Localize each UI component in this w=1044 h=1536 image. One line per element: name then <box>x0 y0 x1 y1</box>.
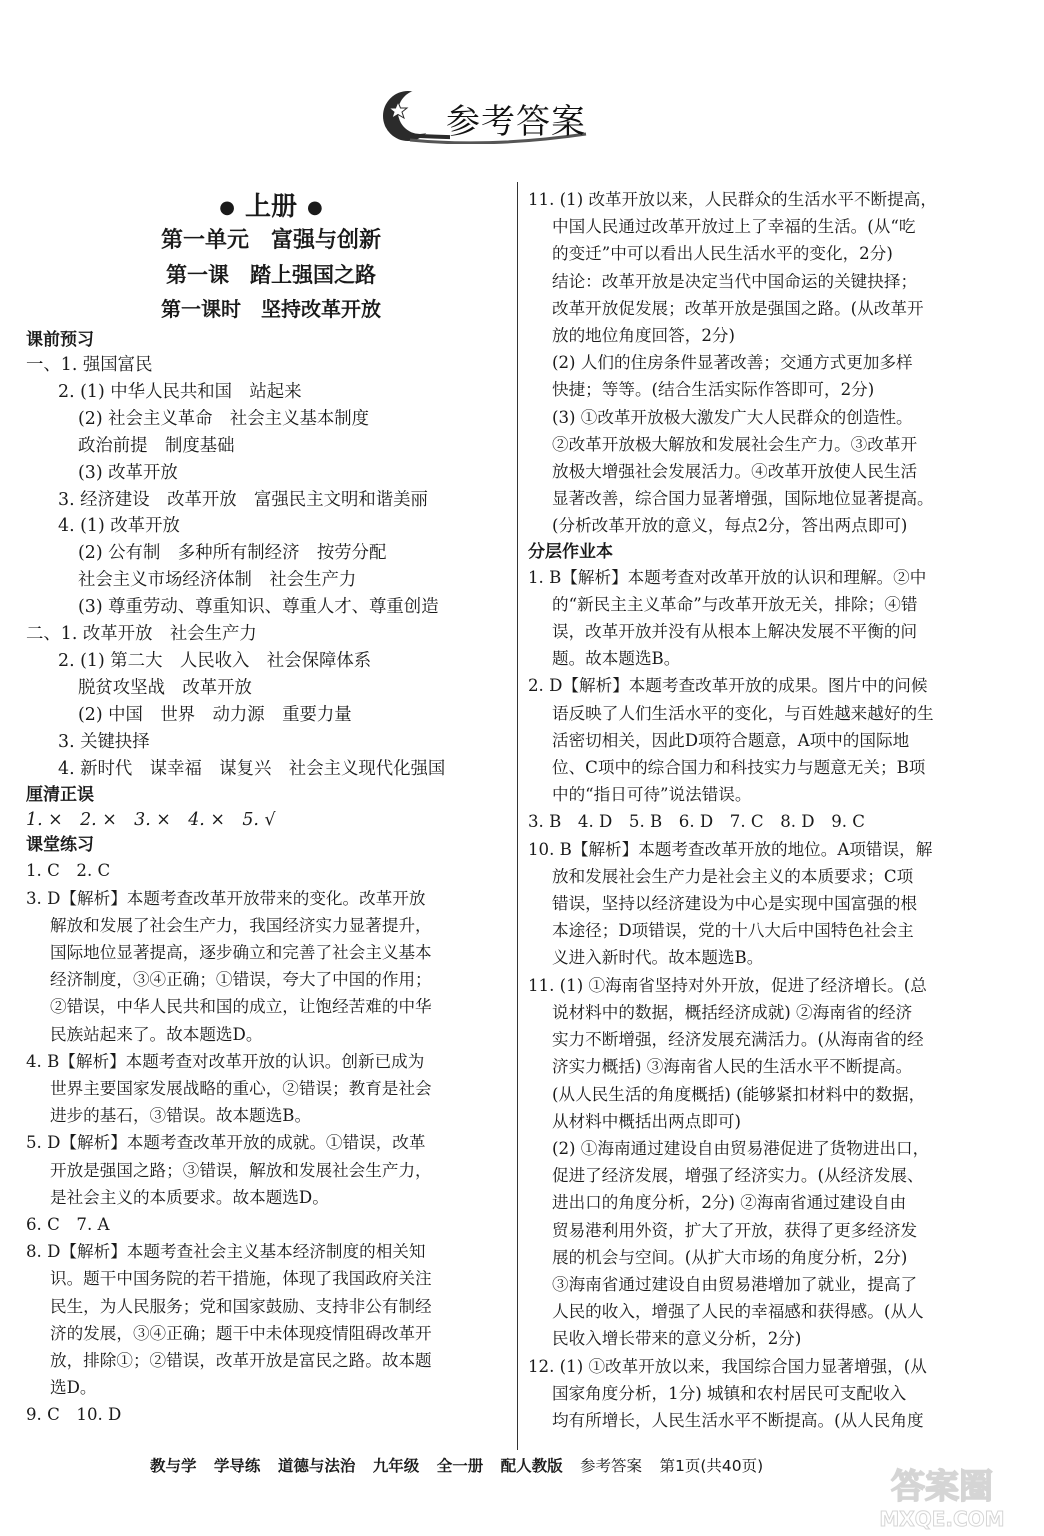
answer-line: 国家角度分析，1分) 城镇和农村居民可支配收入 <box>552 1383 907 1403</box>
answer-line: 均有所增长，人民生活水平不断提高。(从人民角度 <box>552 1410 924 1430</box>
watermark-logo <box>862 1462 1022 1532</box>
answer-line: 语反映了人们生活水平的变化，与百姓越来越好的生 <box>552 703 934 723</box>
section-heading-preview: 课前预习 <box>26 330 94 350</box>
answer-line: 题。故本题选B。 <box>552 649 681 669</box>
left-column <box>26 190 516 1429</box>
section-heading-clarify: 厘清正误 <box>26 784 94 805</box>
preview-line: 二、1. 改革开放 社会生产力 <box>26 624 257 645</box>
answer-line: 中国人民通过改革开放过上了幸福的生活。(从“吃 <box>552 217 916 237</box>
practice-line: 识。题干中国务院的若干措施，体现了我国政府关注 <box>50 1269 432 1289</box>
clarify-line: 1. × 2. × 3. × 4. × 5. √ <box>26 809 276 830</box>
answer-line: 中的“指日可待”说法错误。 <box>552 785 752 805</box>
practice-line: 解放和发展了社会生产力，我国经济实力显著提升， <box>50 915 432 935</box>
lesson-heading: 第一课 踏上强国之路 <box>166 263 376 287</box>
answer-line: 快捷；等等。(结合生活实际作答即可，2分) <box>552 380 875 400</box>
column-divider <box>517 182 518 1450</box>
footer-item: 全一册 <box>436 1457 484 1475</box>
practice-line: 经济制度，③④正确；①错误，夸大了中国的作用； <box>50 970 432 990</box>
answer-line: 结论：改革开放是决定当代中国命运的关键抉择； <box>552 271 918 291</box>
practice-line: 5. D【解析】本题考查改革开放的成就。①错误，改革 <box>26 1133 426 1153</box>
practice-line: 9. C 10. D <box>26 1405 122 1425</box>
answer-line: 实力不断增强，经济发展充满活力。(从海南省的经 <box>552 1030 924 1050</box>
footer-item: 学导练 <box>213 1457 261 1475</box>
preview-line: 政治前提 制度基础 <box>78 435 235 456</box>
page-title: 参考答案 <box>446 102 586 142</box>
volume-label: 上册 <box>244 192 297 222</box>
answer-line: ②改革开放极大解放和发展社会生产力。③改革开 <box>552 434 918 454</box>
preview-line: (3) 改革开放 <box>78 462 178 483</box>
answer-line: 促进了经济发展，增强了经济实力。(从经济发展、 <box>552 1166 924 1186</box>
practice-line: 民生，为人民服务；党和国家鼓励、支持非公有制经 <box>50 1296 432 1316</box>
footer-item: 九年级 <box>372 1457 420 1475</box>
practice-line: 6. C 7. A <box>26 1215 110 1235</box>
footer-item: 教与学 <box>150 1457 197 1475</box>
preview-line: 社会主义市场经济体制 社会生产力 <box>78 570 357 591</box>
answer-line: 12. (1) ①改革开放以来，我国综合国力显著增强，(从 <box>528 1356 927 1376</box>
preview-line: (2) 公有制 多种所有制经济 按劳分配 <box>78 543 387 564</box>
footer-answer-label: 参考答案 <box>580 1457 643 1475</box>
preview-line: 4. (1) 改革开放 <box>58 516 180 537</box>
practice-line: 国际地位显著提高，逐步确立和完善了社会主义基本 <box>50 943 432 963</box>
practice-line: 民族站起来了。故本题选D。 <box>50 1024 263 1044</box>
practice-line: 1. C 2. C <box>26 861 111 881</box>
answer-line: 位、C项中的综合国力和科技实力与题意无关；B项 <box>552 758 926 778</box>
period-heading: 第一课时 坚持改革开放 <box>161 297 381 321</box>
answer-line: 民收入增长带来的意义分析，2分) <box>552 1329 802 1349</box>
section-heading-practice: 课堂练习 <box>26 835 94 856</box>
preview-line: 4. 新时代 谋幸福 谋复兴 社会主义现代化强国 <box>58 758 446 779</box>
answer-line: 人民的收入，增强了人民的幸福感和获得感。(从人 <box>552 1302 924 1322</box>
answer-line: 改革开放促发展；改革开放是强国之路。(从改革开 <box>552 298 924 318</box>
answer-line: 义进入新时代。故本题选B。 <box>552 948 764 968</box>
answer-line: 1. B【解析】本题考查对改革开放的认识和理解。②中 <box>528 567 927 587</box>
section-heading-layered: 分层作业本 <box>528 541 613 562</box>
answer-line: 2. D【解析】本题考查改革开放的成果。图片中的问候 <box>528 676 928 696</box>
practice-line: 选D。 <box>50 1378 97 1398</box>
practice-line: 开放是强国之路；③错误，解放和发展社会生产力， <box>50 1160 432 1180</box>
practice-line: 是社会主义的本质要求。故本题选D。 <box>50 1187 329 1207</box>
bullet-icon: ● <box>307 197 323 218</box>
practice-line: ②错误，中华人民共和国的成立，让饱经苦难的中华 <box>50 997 432 1017</box>
practice-line: 3. D【解析】本题考查改革开放带来的变化。改革开放 <box>26 888 426 908</box>
svg-text:MXQE.COM: MXQE.COM <box>879 1507 1005 1531</box>
preview-line: (2) 中国 世界 动力源 重要力量 <box>78 704 352 725</box>
answer-line: 进出口的角度分析，2分) ②海南省通过建设自由 <box>552 1193 907 1213</box>
practice-line: 放，排除①；②错误，改革开放是富民之路。故本题 <box>50 1351 432 1371</box>
answer-line: 放的地位角度回答，2分) <box>552 326 735 346</box>
preview-line: 3. 经济建设 改革开放 富强民主文明和谐美丽 <box>58 489 428 510</box>
preview-line: 2. (1) 第二大 人民收入 社会保障体系 <box>58 650 372 671</box>
answer-line: (分析改革开放的意义，每点2分，答出两点即可) <box>552 516 908 536</box>
answer-line: (3) ①改革开放极大激发广大人民群众的创造性。 <box>552 407 913 427</box>
practice-line: 济的发展，③④正确；题干中未体现疫情阻碍改革开 <box>50 1323 432 1343</box>
answer-line: 的“新民主主义革命”与改革开放无关，排除；④错 <box>552 594 918 614</box>
answer-line: 显著改善，综合国力显著增强，国际地位显著提高。 <box>552 489 934 509</box>
preview-line: 一、1. 强国富民 <box>26 355 153 375</box>
unit-heading: 第一单元 富强与创新 <box>160 228 381 253</box>
answer-line: 放极大增强社会发展活力。④改革开放使人民生活 <box>552 462 918 482</box>
footer-item: 配人教版 <box>500 1457 563 1475</box>
answer-line: 的变迁”中可以看出人民生活水平的变化，2分) <box>552 244 893 264</box>
preview-line: (3) 尊重劳动、尊重知识、尊重人才、尊重创造 <box>78 597 439 618</box>
right-column <box>528 186 1014 1434</box>
answer-line: 放和发展社会生产力是社会主义的本质要求；C项 <box>552 866 914 886</box>
answer-line: 说材料中的数据，概括经济成就) ②海南省的经济 <box>552 1002 913 1022</box>
answer-line: 本途径；D项错误，党的十八大后中国特色社会主 <box>552 921 914 941</box>
preview-line: (2) 社会主义革命 社会主义基本制度 <box>78 408 370 429</box>
answer-line: 展的机会与空间。(从扩大市场的角度分析，2分) <box>552 1247 908 1267</box>
answer-line: 10. B【解析】本题考查改革开放的地位。A项错误，解 <box>528 839 933 859</box>
preview-line: 脱贫攻坚战 改革开放 <box>78 677 252 698</box>
answer-line: (从人民生活的角度概括) (能够紧扣材料中的数据， <box>552 1084 926 1104</box>
practice-line: 世界主要国家发展战略的重心，②错误；教育是社会 <box>50 1079 432 1099</box>
page-number: 第1页(共40页) <box>659 1457 764 1475</box>
answer-line: 11. (1) ①海南省坚持对外开放，促进了经济增长。(总 <box>528 975 927 995</box>
answer-line: 11. (1) 改革开放以来，人民群众的生活水平不断提高， <box>528 190 937 209</box>
practice-line: 8. D【解析】本题考查社会主义基本经济制度的相关知 <box>26 1242 426 1262</box>
practice-line: 进步的基石，③错误。故本题选B。 <box>50 1106 312 1126</box>
bullet-icon: ● <box>219 197 235 218</box>
answer-line: 活密切相关，因此D项符合题意，A项中的国际地 <box>552 730 910 750</box>
answer-line: (2) 人们的住房条件显著改善；交通方式更加多样 <box>552 353 913 373</box>
preview-line: 2. (1) 中华人民共和国 站起来 <box>58 381 302 402</box>
answer-line: (2) ①海南通过建设自由贸易港促进了货物进出口， <box>552 1138 930 1158</box>
answer-line: 济实力概括) ③海南省人民的生活水平不断提高。 <box>552 1057 913 1077</box>
practice-line: 4. B【解析】本题考查对改革开放的认识。创新已成为 <box>26 1051 425 1071</box>
answer-line: 误，改革开放并没有从根本上解决发展不平衡的问 <box>552 622 918 642</box>
answer-line: 从材料中概括出两点即可) <box>552 1111 742 1131</box>
answer-line: 错误，坚持以经济建设为中心是实现中国富强的根 <box>552 894 918 914</box>
preview-line: 3. 关键抉择 <box>58 731 150 752</box>
footer-item: 道德与法治 <box>277 1457 356 1475</box>
volume-title <box>26 190 516 224</box>
svg-text:答案圈: 答案圈 <box>891 1467 993 1507</box>
answer-line: 贸易港利用外资，扩大了开放，获得了更多经济发 <box>552 1220 918 1240</box>
answer-line: ③海南省通过建设自由贸易港增加了就业，提高了 <box>552 1274 918 1294</box>
page-banner <box>380 88 590 144</box>
answer-line: 3. B 4. D 5. B 6. D 7. C 8. D 9. C <box>528 812 866 832</box>
